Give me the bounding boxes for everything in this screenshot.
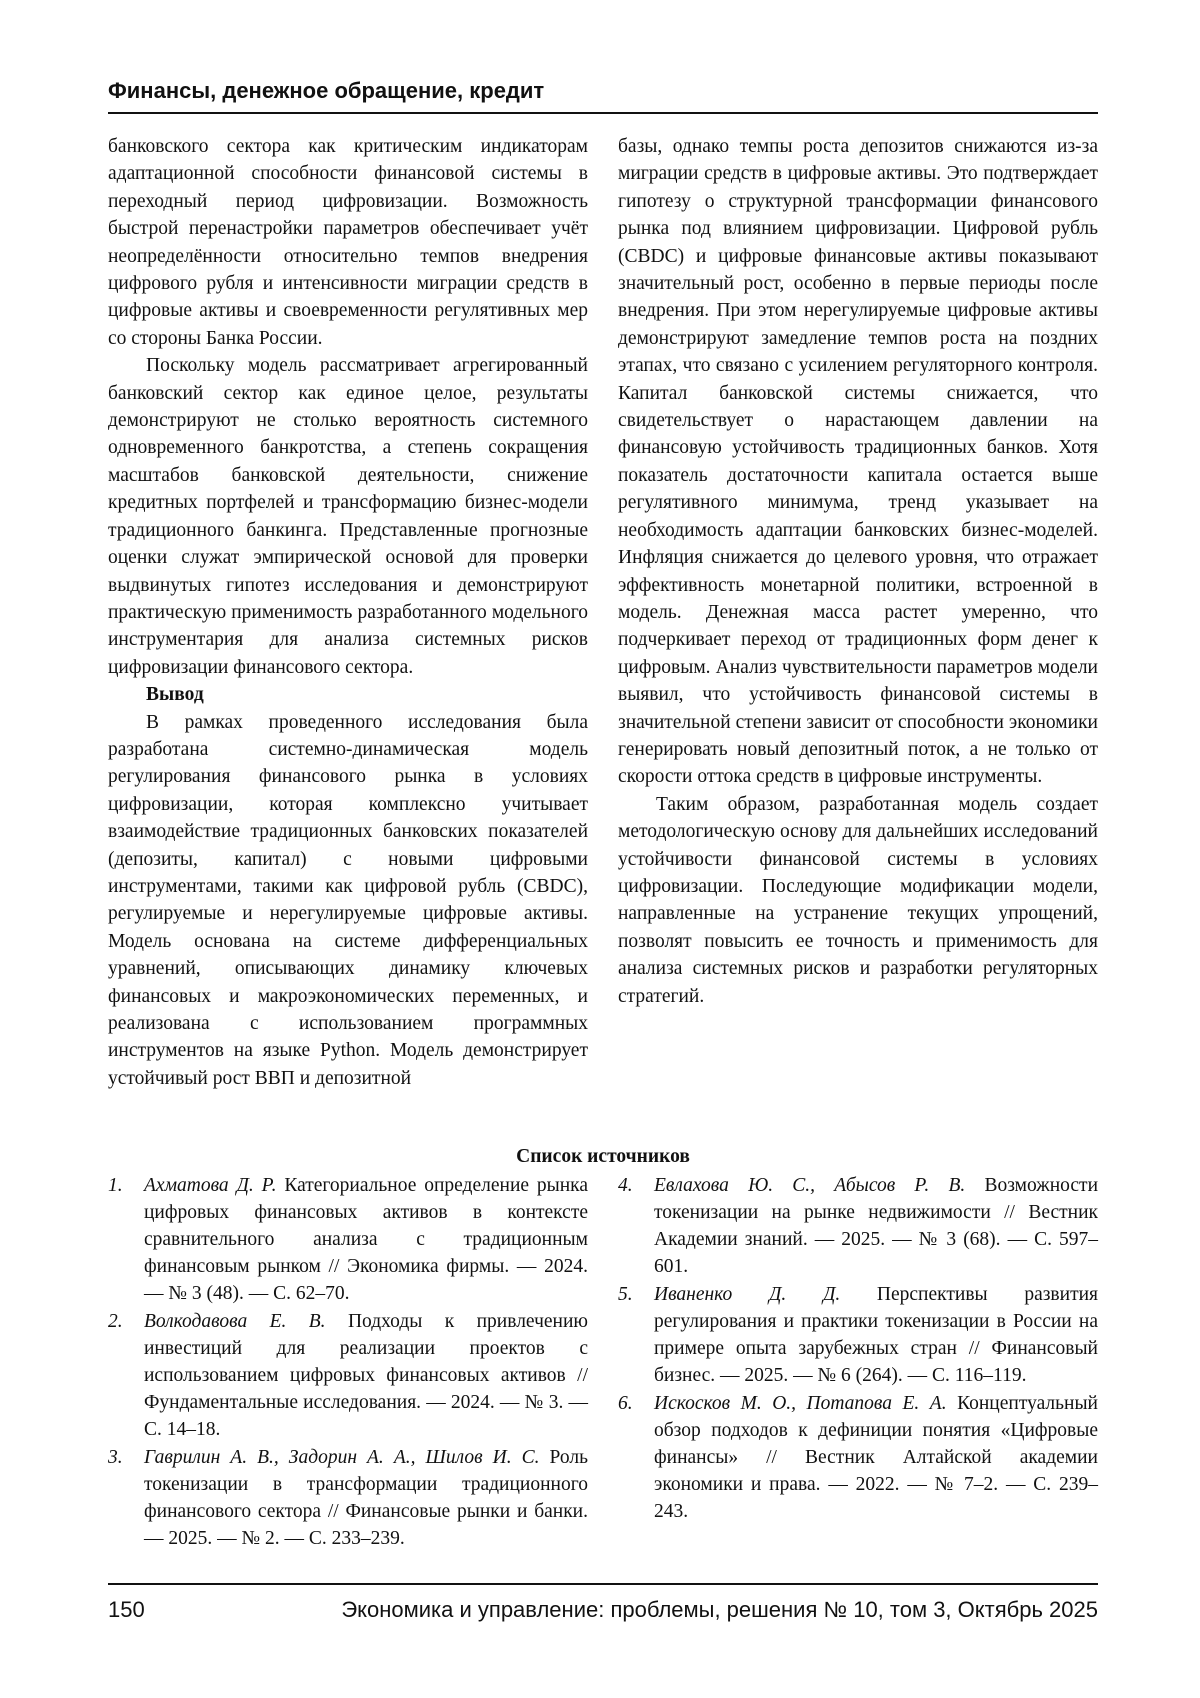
reference-text: Концептуальный обзор подходов к дефиниции понятия «Цифровые финансы» // Вестник Алтайской академии экономики и права. — 2022. — № 7–2. — С. 239–243. bbox=[654, 1393, 1098, 1522]
reference-number: 3. bbox=[108, 1447, 123, 1468]
paragraph: базы, однако темпы роста депозитов снижаются из-за миграции средств в цифровые активы. Это подтверждает гипотезу о структурной трансформации финансового рынка под влиянием цифровизации. Цифровой рубль (CBDC) и цифровые финансовые активы показывают значительный рост, особенно в первые периоды после внедрения. При этом нерегулируемые цифровые активы демонстрируют замедление темпов роста на поздних этапах, что связано с усилением регуляторного контроля. Капитал банковской системы снижается, что свидетельствует о нарастающем давлении на финансовую устойчивость традиционных банков. Хотя показатель достаточности капитала остается выше регулятивного минимума, тренд указывает на необходимость адаптации банковских бизнес-моделей. Инфляция снижается до целевого уровня, что отражает эффективность монетарной политики, встроенной в модель. Денежная масса растет умеренно, что подчеркивает переход от традиционных форм денег к цифровым. Анализ чувствительности параметров модели выявил, что устойчивость финансовой системы в значительной степени зависит от способности экономики генерировать новый депозитный поток, а не только от скорости оттока средств в цифровые инструменты. bbox=[618, 136, 1098, 788]
body-columns bbox=[108, 133, 1098, 1092]
reference-item bbox=[108, 1172, 588, 1307]
paragraph: В рамках проведенного исследования была разработана системно-динамическая модель регулирования финансового рынка в условиях цифровизации, которая комплексно учитывает взаимодействие традиционных банковских показателей (депозиты, капитал) с новыми цифровыми инструментами, такими как цифровой рубль (CBDC), регулируемые и нерегулируемые цифровые активы. Модель основана на системе дифференциальных уравнений, описывающих динамику ключевых финансовых и макроэкономических переменных, и реализована с использованием программных инструментов на языке Python. Модель демонстрирует устойчивый рост ВВП и депозитной bbox=[108, 711, 588, 1089]
reference-authors: Волкодавова Е. В. bbox=[144, 1311, 326, 1332]
reference-number: 4. bbox=[618, 1175, 633, 1196]
reference-text: Подходы к привлечению инвестиций для реализации проектов с использованием цифровых финансовых активов // Фундаментальные исследования. — 2024. — № 3. — С. 14–18. bbox=[144, 1311, 588, 1440]
reference-text: Категориальное определение рынка цифровых финансовых активов в контексте сравнительного анализа с традиционным финансовым рынком // Экономика фирмы. — 2024. — № 3 (48). — С. 62–70. bbox=[144, 1175, 589, 1304]
reference-text: Перспективы развития регулирования и практики токенизации в России на примере опыта зарубежных стран // Финансовый бизнес. — 2025. — № 6 (264). — С. 116–119. bbox=[654, 1284, 1098, 1386]
references-left-column bbox=[108, 1172, 588, 1553]
journal-title: Экономика и управление: проблемы, решения № 10, том 3, Октябрь 2025 bbox=[341, 1597, 1098, 1622]
reference-body bbox=[654, 1172, 1098, 1280]
reference-body bbox=[144, 1444, 588, 1552]
reference-body bbox=[144, 1172, 588, 1307]
conclusion-heading: Вывод bbox=[146, 684, 204, 706]
reference-number: 6. bbox=[618, 1393, 633, 1414]
page-number: 150 bbox=[108, 1597, 145, 1622]
reference-text: Возможности токенизации на рынке недвижимости // Вестник Академии знаний. — 2025. — № 3 (68). — С. 597–601. bbox=[654, 1175, 1099, 1277]
reference-authors: Ахматова Д. Р. bbox=[144, 1175, 277, 1196]
reference-number: 1. bbox=[108, 1175, 123, 1196]
reference-item bbox=[618, 1390, 1098, 1525]
reference-item bbox=[618, 1172, 1098, 1280]
paragraph: банковского сектора как критическим индикаторам адаптационной способности финансовой системы в переходный период цифровизации. Возможность быстрой перенастройки параметров обеспечивает учёт неопределённости относительно темпов внедрения цифрового рубля и интенсивности миграции средств в цифровые активы и своевременности регулятивных мер со стороны Банка России. bbox=[108, 136, 588, 349]
section-header: Финансы, денежное обращение, кредит bbox=[108, 78, 1098, 114]
left-column bbox=[108, 133, 588, 1092]
reference-authors: Искосков М. О., Потапова Е. А. bbox=[654, 1393, 947, 1414]
paragraph: Поскольку модель рассматривает агрегированный банковский сектор как единое целое, результаты демонстрируют не столько вероятность системного одновременного банкротства, а степень сокращения масштабов банковской деятельности, снижение кредитных портфелей и трансформацию бизнес-модели традиционного банкинга. Представленные прогнозные оценки служат эмпирической основой для проверки выдвинутых гипотез исследования и демонстрируют практическую применимость разработанного модельного инструментария для анализа системных рисков цифровизации финансового сектора. bbox=[108, 355, 588, 678]
page-footer bbox=[108, 1583, 1098, 1623]
reference-number: 5. bbox=[618, 1284, 633, 1305]
reference-body bbox=[654, 1390, 1098, 1525]
reference-text: Роль токенизации в трансформации традиционного финансового сектора // Финансовые рынки и банки. — 2025. — № 2. — С. 233–239. bbox=[144, 1447, 588, 1549]
reference-item bbox=[618, 1281, 1098, 1389]
reference-authors: Гаврилин А. В., Задорин А. А., Шилов И. С. bbox=[144, 1447, 540, 1468]
reference-item bbox=[108, 1308, 588, 1443]
right-column bbox=[618, 133, 1098, 1092]
reference-body bbox=[144, 1308, 588, 1443]
paragraph: Таким образом, разработанная модель создает методологическую основу для дальнейших исследований устойчивости финансовой системы в условиях цифровизации. Последующие модификации модели, направленные на устранение текущих упрощений, позволят повысить ее точность и применимость для анализа системных рисков и разработки регуляторных стратегий. bbox=[618, 793, 1098, 1007]
references-right-column bbox=[618, 1172, 1098, 1553]
reference-authors: Евлахова Ю. С., Абысов Р. В. bbox=[654, 1175, 966, 1196]
reference-body bbox=[654, 1281, 1098, 1389]
reference-authors: Иваненко Д. Д. bbox=[654, 1284, 841, 1305]
reference-number: 2. bbox=[108, 1311, 123, 1332]
reference-item bbox=[108, 1444, 588, 1552]
references-title: Список источников bbox=[516, 1146, 690, 1167]
references-list bbox=[108, 1172, 1098, 1553]
